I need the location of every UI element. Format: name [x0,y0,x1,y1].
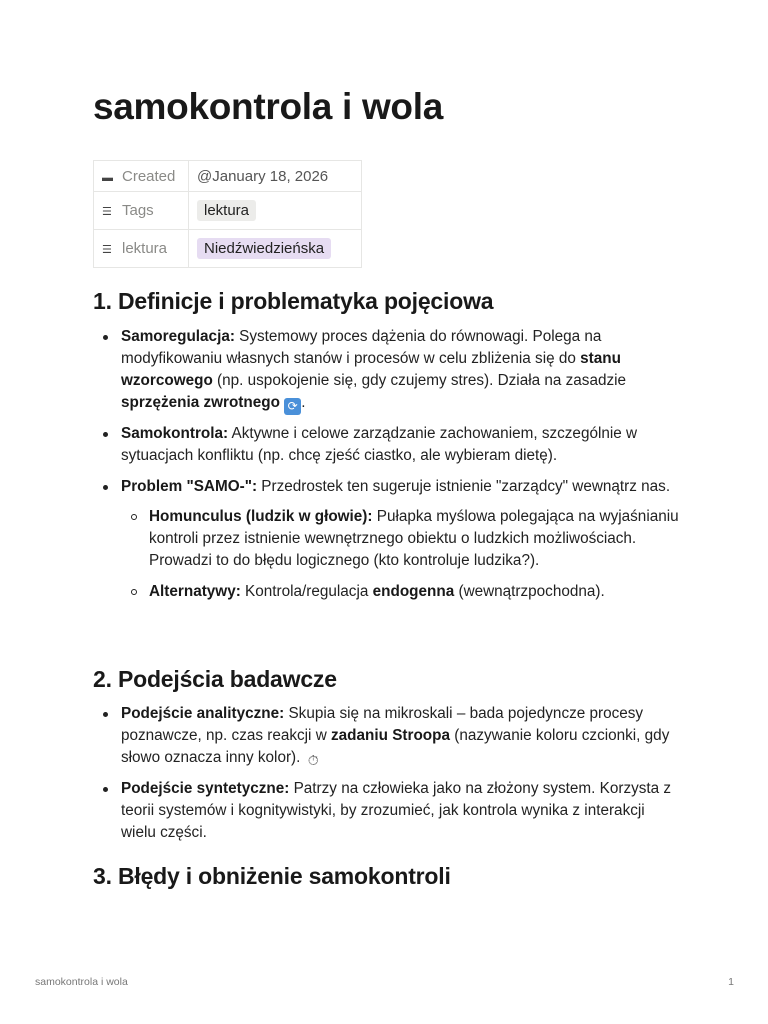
term-analityczne: Podejście analityczne: [121,705,285,722]
property-value-cell[interactable] [189,192,362,230]
bold-text: endogenna [372,583,455,600]
sub-list-item [121,506,683,572]
body-text: Aktywne i celowe zarządzanie zachowaniem, szczególnie w sytuacjach konfliktu (np. chcę zjeść ciastko, ale wybieram dietę). [121,425,638,464]
sub-list [121,506,683,603]
bold-text: zadaniu Stroopa [331,727,450,744]
section-heading-approaches: 2. Podejścia badawcze [93,666,337,692]
bold-text: sprzężenia zwrotnego [121,394,280,411]
body-text: Skupia się na mikroskali – bada pojedyncze procesy poznawcze, np. czas reakcji w [121,705,644,744]
list-item [93,423,683,467]
list-icon: ☰ [102,206,112,218]
stopwatch-icon: ⏱ [305,752,322,769]
term-alternatywy: Alternatywy: [149,583,241,600]
created-date: @January 18, 2026 [197,167,329,185]
list-item [93,703,683,769]
body-text: (nazywanie koloru czcionki, gdy słowo oznacza inny kolor). [121,727,670,766]
properties-table [93,160,362,268]
list-item [93,778,683,844]
property-name-cell [94,230,189,268]
term-samoregulacja: Samoregulacja: [121,328,235,345]
section-heading-errors: 3. Błędy i obniżenie samokontroli [93,863,451,889]
property-name-cell [94,192,189,230]
bold-text: stanu wzorcowego [121,350,621,389]
term-homunculus: Homunculus (ludzik w głowie): [149,508,373,525]
page-title: samokontrola i wola [93,86,443,127]
calendar-icon: ▬ [102,171,113,184]
section-heading-definitions: 1. Definicje i problematyka pojęciowa [93,288,494,314]
body-text: Kontrola/regulacja [240,583,373,600]
body-text: Przedrostek ten sugeruje istnienie "zarządcy" wewnątrz nas. [257,478,671,495]
property-name: lektura [122,240,168,257]
list-item [93,326,683,415]
body-text: Patrzy na człowieka jako na złożony system. Korzysta z teorii systemów i kognitywistyki, by zrozumieć, jak kontrola wynika z interakcji wielu części. [121,780,672,841]
footer-title: samokontrola i wola [35,976,128,988]
sync-icon: ⟳ [284,398,301,415]
lektura-badge[interactable]: Niedźwiedzieńska [197,238,331,259]
approaches-list [93,703,683,844]
body-text: (np. uspokojenie się, gdy czujemy stres). Działa na zasadzie [212,372,627,389]
body-text: . [301,394,306,411]
property-row-tags [94,192,362,230]
property-name-cell [94,161,189,192]
property-name: Created [122,167,176,185]
body-text: (wewnątrzpochodna). [454,583,605,600]
body-text: Systemowy proces dążenia do równowagi. Polega na modyfikowaniu własnych stanów i procesów w celu zbliżenia się do [121,328,602,367]
definitions-list [93,326,683,603]
property-value-cell[interactable] [189,161,362,192]
list-icon: ☰ [102,244,112,256]
property-name: Tags [122,202,154,219]
body-text: Pułapka myślowa polegająca na wyjaśnianiu kontroli przez istnienie wewnętrznego obiektu o ludzkich możliwościach. Prowadzi to do błędu logicznego (kto kontroluje ludzika?). [149,508,679,569]
page-number: 1 [728,976,734,988]
list-item [93,476,683,603]
sub-list-item [121,581,683,603]
property-row-lektura [94,230,362,268]
term-problem-samo: Problem "SAMO-": [121,478,258,495]
property-value-cell[interactable] [189,230,362,268]
term-samokontrola: Samokontrola: [121,425,229,442]
term-syntetyczne: Podejście syntetyczne: [121,780,290,797]
property-row-created [94,161,362,192]
tag-badge[interactable]: lektura [197,200,256,221]
